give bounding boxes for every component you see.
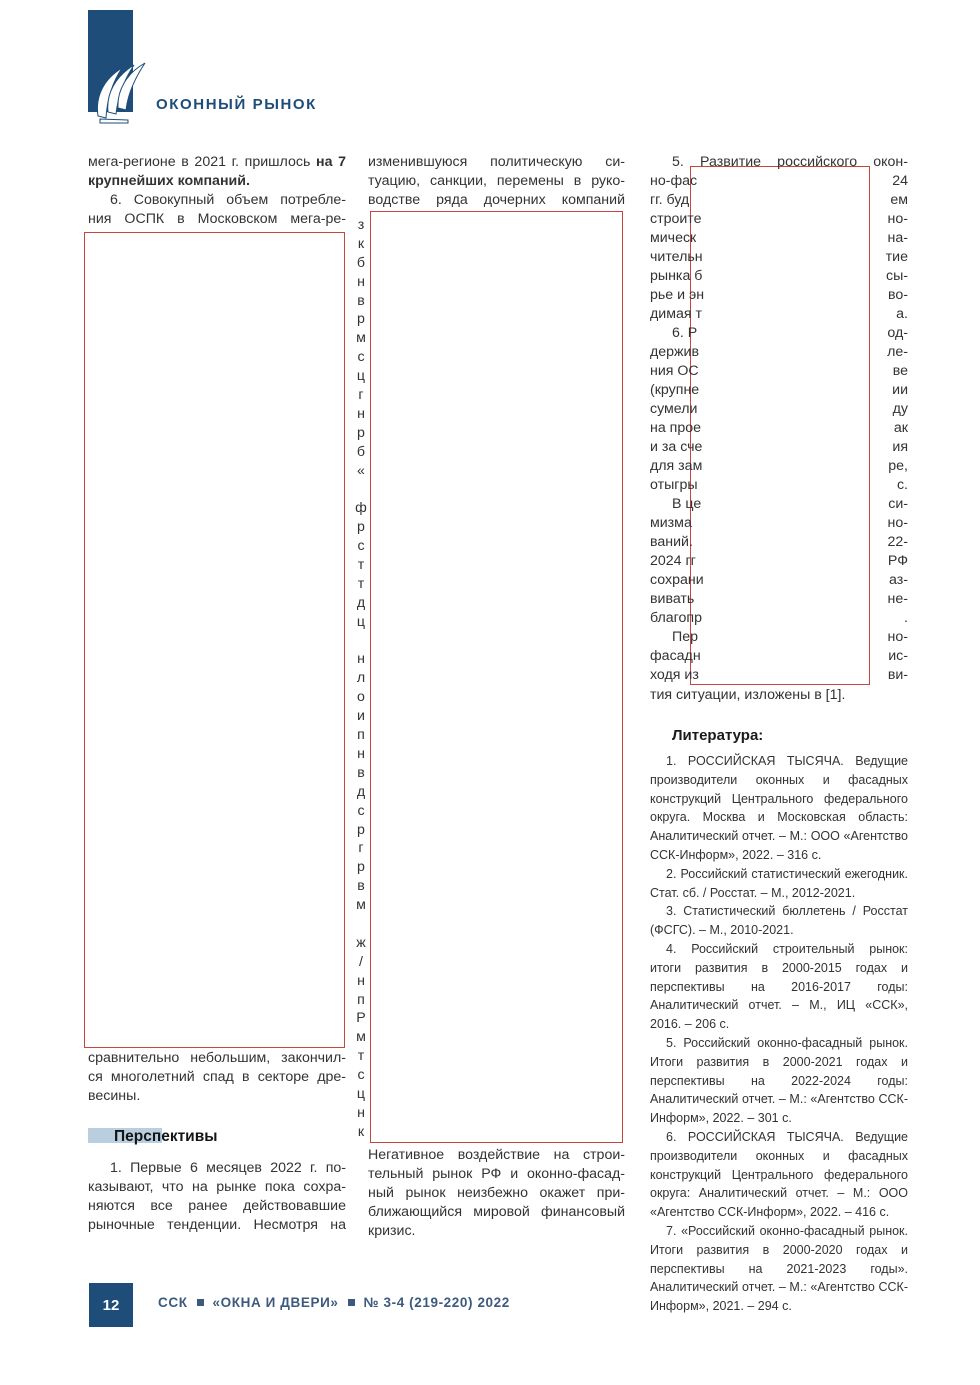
covered-line-letter: н	[357, 972, 365, 989]
paragraph-line	[368, 172, 625, 191]
fragment-left: димая т	[650, 306, 702, 322]
column-1-top-text	[88, 153, 346, 229]
paragraph-line	[650, 686, 908, 705]
covered-line-letter: ж	[356, 934, 366, 951]
fragment-row	[650, 267, 908, 286]
fragment-left: (крупне	[650, 382, 700, 398]
paragraph-line	[88, 210, 346, 229]
fragment-right: но-	[887, 211, 908, 227]
text-segment: Негативное воздействие на строи-	[368, 1147, 625, 1163]
paragraph-line	[650, 153, 908, 172]
covered-line-letter: г	[358, 387, 364, 404]
covered-line-letter: к	[357, 1123, 365, 1140]
fragment-left: сумели	[650, 401, 698, 417]
covered-line-letter	[353, 480, 369, 499]
footer-page-number: 12	[89, 1283, 133, 1327]
column-1-mid-text	[88, 1049, 346, 1106]
fragment-left: благопр	[650, 610, 702, 626]
text-segment: ближающийся мировой финансовый	[368, 1204, 625, 1220]
fragment-right: с.	[896, 477, 908, 493]
column-3-first-line	[650, 153, 908, 172]
fragment-row	[650, 191, 908, 210]
fragment-left: вивать	[650, 591, 695, 607]
fragment-right: во-	[888, 287, 908, 303]
text-segment: ный рынок неизбежно окажет при-	[368, 1185, 625, 1201]
reference-item: 2. Российский статистический ежегодник. Стат. сб. / Росстат. – М., 2012-2021.	[650, 866, 908, 900]
fragment-row	[650, 476, 908, 495]
footer-journal-publisher: ССК	[158, 1295, 188, 1310]
footer-issue-number: № 3-4 (219-220) 2022	[363, 1295, 510, 1310]
fragment-row	[650, 438, 908, 457]
text-segment: 6. Совокупный объем потребле-	[110, 192, 346, 208]
covered-line-letter: с	[357, 538, 365, 555]
fragment-left: и за сче	[650, 439, 703, 455]
paragraph-line	[88, 1197, 346, 1216]
fragment-right: тие	[885, 249, 908, 265]
fragment-row	[650, 647, 908, 666]
fragment-row	[650, 381, 908, 400]
text-segment: казывают, что на рынке пока сохра-	[88, 1179, 346, 1195]
image-placeholder-box-1	[84, 232, 345, 1048]
fragment-right: ле-	[887, 344, 908, 360]
covered-line-letter: з	[357, 217, 365, 233]
fragment-left: но-фас	[650, 173, 698, 189]
covered-line-letter: ц	[356, 368, 366, 385]
covered-line-letter: о	[357, 689, 365, 706]
covered-line-letter: /	[359, 953, 363, 970]
covered-line-letter: Р	[356, 1010, 366, 1027]
fragment-right: ис-	[888, 648, 908, 664]
fragment-left: фасадн	[650, 648, 701, 664]
paragraph-line	[368, 1203, 625, 1222]
fragment-row	[650, 400, 908, 419]
fragment-left: ваний.	[650, 534, 693, 550]
paragraph-line	[368, 1165, 625, 1184]
fragment-right: ак	[893, 420, 908, 436]
covered-line-letter: д	[356, 783, 366, 800]
square-bullet-icon	[197, 1299, 204, 1306]
covered-line-letter: н	[357, 273, 365, 290]
footer-journal-name: «ОКНА И ДВЕРИ»	[212, 1295, 339, 1310]
fragment-right: од-	[887, 325, 908, 341]
reference-item: 7. «Российский оконно-фасадный рынок. Итоги развития в 2000-2020 годах и перспективы на 2021-2023 годы». Аналитический отчет. – М.: «Агентство ССК-Информ», 2021. – 294 с.	[650, 1223, 908, 1314]
covered-line-letter: р	[357, 821, 365, 838]
reference-item: 6. РОССИЙСКАЯ ТЫСЯЧА. Ведущие производители оконных и фасадных конструкций Центрального федерального округа: Аналитический отчет. – М.: ООО «Агентство ССК-Информ», 2022. – 416 с.	[650, 1129, 908, 1220]
covered-line-letter: в	[357, 764, 365, 781]
paragraph-line	[88, 1087, 346, 1106]
fragment-left: 2024 гг	[650, 553, 696, 569]
fragment-row	[650, 552, 908, 571]
fragment-left: Пер	[672, 629, 698, 645]
fragment-row	[650, 324, 908, 343]
section-header: ОКОННЫЙ РЫНОК	[156, 96, 317, 113]
fragment-right: ду	[892, 401, 908, 417]
covered-line-letter: с	[357, 1067, 365, 1084]
covered-line-letter: ф	[355, 500, 367, 517]
covered-line-letter: р	[357, 519, 365, 536]
paragraph-line	[88, 1159, 346, 1178]
text-segment: туацию, санкции, перемены в руко-	[368, 173, 625, 189]
covered-line-letter: т	[357, 557, 365, 574]
text-segment: 5. Развитие российского окон-	[672, 154, 908, 170]
fragment-right: ии	[892, 382, 908, 398]
covered-line-letter: р	[357, 859, 365, 876]
fragment-row	[650, 571, 908, 590]
fragment-left: чительн	[650, 249, 703, 265]
fragment-row	[650, 590, 908, 609]
text-segment: водстве ряда дочерних компаний	[368, 192, 625, 208]
covered-line-letter: ц	[356, 613, 366, 630]
fragment-right: но-	[887, 515, 908, 531]
fragment-left: сохрани	[650, 572, 704, 588]
paragraph-line	[368, 1184, 625, 1203]
covered-line-letter: н	[357, 651, 365, 668]
fragment-left: рынка б	[650, 268, 703, 284]
covered-line-letter	[353, 632, 369, 651]
covered-line-letter: б	[356, 443, 366, 460]
text-segment: крупнейших компаний.	[88, 173, 250, 189]
fragment-row	[650, 305, 908, 324]
fragment-left: В це	[672, 496, 702, 512]
column-2-covered-letters	[353, 216, 369, 1142]
fragment-row	[650, 514, 908, 533]
covered-line-letter: м	[356, 897, 366, 914]
covered-line-letter: ц	[356, 1085, 366, 1102]
fragment-right: не-	[887, 591, 908, 607]
text-segment: 1. Первые 6 месяцев 2022 г. по-	[110, 1160, 346, 1176]
covered-line-letter: н	[357, 745, 365, 762]
paragraph-line	[88, 153, 346, 172]
paragraph-line	[88, 191, 346, 210]
fragment-left: держив	[650, 344, 700, 360]
perspectives-heading: Перспективы	[114, 1128, 218, 1145]
journal-footer	[158, 1295, 510, 1310]
fragment-right: ия	[892, 439, 908, 455]
fragment-right: аз-	[889, 572, 908, 588]
paragraph-line	[368, 153, 625, 172]
covered-line-letter: «	[357, 462, 365, 479]
fragment-right: ви-	[887, 667, 908, 683]
text-segment: сравнительно небольшим, закончил-	[88, 1050, 346, 1066]
fragment-left: рье и эн	[650, 287, 705, 303]
fragment-row	[650, 533, 908, 552]
paragraph-line	[88, 1049, 346, 1068]
fragment-row	[650, 419, 908, 438]
covered-line-letter: р	[357, 311, 365, 328]
references-list	[650, 752, 908, 1316]
fragment-right: 22-	[887, 534, 908, 550]
covered-line-letter: и	[357, 708, 365, 725]
image-placeholder-box-2	[370, 211, 623, 1143]
fragment-row	[650, 362, 908, 381]
fragment-right: 24	[892, 173, 908, 189]
covered-line-letter	[353, 915, 369, 934]
fragment-row	[650, 495, 908, 514]
covered-line-letter: г	[358, 840, 364, 857]
covered-line-letter: т	[357, 1048, 365, 1065]
fragment-left: ния ОС	[650, 363, 699, 379]
fragment-left: мическ	[650, 230, 697, 246]
covered-line-letter: н	[357, 1104, 365, 1121]
covered-line-letter: б	[356, 254, 366, 271]
paragraph-line	[368, 1222, 625, 1241]
reference-item: 3. Статистический бюллетень / Росстат (ФСГС). – М., 2010-2021.	[650, 904, 908, 938]
covered-line-letter: с	[357, 349, 365, 366]
column-2-bottom-text	[368, 1146, 625, 1241]
paragraph-line	[88, 172, 346, 191]
fragment-row	[650, 457, 908, 476]
covered-line-letter: д	[356, 594, 366, 611]
fragment-row	[650, 666, 908, 685]
text-segment: на 7	[316, 154, 346, 170]
column-1-bottom-text	[88, 1159, 346, 1235]
covered-line-letter: р	[357, 424, 365, 441]
fragment-left: мизма	[650, 515, 692, 531]
fragment-left: 6. Р	[672, 325, 698, 341]
fragment-row	[650, 343, 908, 362]
fragment-left: гг. буд	[650, 192, 690, 208]
fragment-right: РФ	[887, 553, 908, 569]
logo-feathers-icon	[58, 50, 168, 128]
fragment-right: на-	[887, 230, 908, 246]
fragment-right: но-	[887, 629, 908, 645]
fragment-row	[650, 172, 908, 191]
covered-line-letter: н	[357, 405, 365, 422]
fragment-right: .	[904, 610, 908, 626]
paragraph-line	[368, 191, 625, 210]
text-segment: рыночные тенденции. Несмотря на	[88, 1217, 346, 1233]
fragment-left: для зам	[650, 458, 703, 474]
covered-line-letter: в	[357, 878, 365, 895]
text-segment: тия ситуации, изложены в [1].	[650, 687, 846, 703]
fragment-row	[650, 609, 908, 628]
literature-heading: Литература:	[672, 727, 764, 744]
reference-item: 4. Российский строительный рынок: итоги развития в 2000-2015 годах и перспективы на 2016-2017 годы: Аналитический отчет. – М., ИЦ «ССК», 2016. – 206 с.	[650, 941, 908, 1032]
covered-line-letter: в	[357, 292, 365, 309]
covered-line-letter: к	[357, 235, 365, 252]
fragment-right: сы-	[885, 268, 908, 284]
covered-line-letter: т	[357, 575, 365, 592]
text-segment: тельный рынок РФ и оконно-фасад-	[368, 1166, 625, 1182]
fragment-left: ходя из	[650, 667, 699, 683]
text-segment: кризис.	[368, 1223, 416, 1239]
fragment-left: на прое	[650, 420, 702, 436]
column-3-after-line	[650, 686, 908, 705]
fragment-right: ве	[892, 363, 908, 379]
magazine-logo	[88, 10, 133, 112]
fragment-right: ем	[890, 192, 908, 208]
fragment-right: а.	[896, 306, 908, 322]
reference-item: 5. Российский оконно-фасадный рынок. Итоги развития в 2000-2021 годах и перспективы на 2022-2024 годы: Аналитический отчет. – М.: «Агентство ССК-Информ», 2022. – 301 с.	[650, 1035, 908, 1126]
covered-line-letter: с	[357, 802, 365, 819]
fragment-left: строите	[650, 211, 702, 227]
paragraph-line	[88, 1068, 346, 1087]
column-2-top-text	[368, 153, 625, 210]
square-bullet-icon	[348, 1299, 355, 1306]
paragraph-line	[88, 1178, 346, 1197]
fragment-right: си-	[888, 496, 908, 512]
text-segment: няются все ранее действовавшие	[88, 1198, 346, 1214]
fragment-row	[650, 628, 908, 647]
fragment-row	[650, 286, 908, 305]
text-segment: весины.	[88, 1088, 141, 1104]
reference-item: 1. РОССИЙСКАЯ ТЫСЯЧА. Ведущие производители оконных и фасадных конструкций Центрального федерального округа. Москва и Московская область: Аналитический отчет. – М.: ООО «Агентство ССК-Информ», 2022. – 316 с.	[650, 754, 908, 862]
text-segment: мега-регионе в 2021 г. пришлось	[88, 154, 316, 170]
text-segment: ния ОСПК в Московском мега-ре-	[88, 211, 346, 227]
column-3-fragments	[650, 172, 908, 685]
covered-line-letter: п	[357, 991, 365, 1008]
text-segment: ся многолетний спад в секторе дре-	[88, 1069, 346, 1085]
paragraph-line	[88, 1216, 346, 1235]
fragment-right: ре,	[888, 458, 908, 474]
fragment-row	[650, 248, 908, 267]
text-segment: изменившуюся политическую си-	[368, 154, 625, 170]
covered-line-letter: п	[357, 727, 365, 744]
covered-line-letter: м	[356, 1029, 366, 1046]
fragment-left: отыгры	[650, 477, 698, 493]
fragment-row	[650, 210, 908, 229]
paragraph-line	[368, 1146, 625, 1165]
covered-line-letter: м	[356, 330, 366, 347]
covered-line-letter: л	[356, 670, 366, 687]
fragment-row	[650, 229, 908, 248]
